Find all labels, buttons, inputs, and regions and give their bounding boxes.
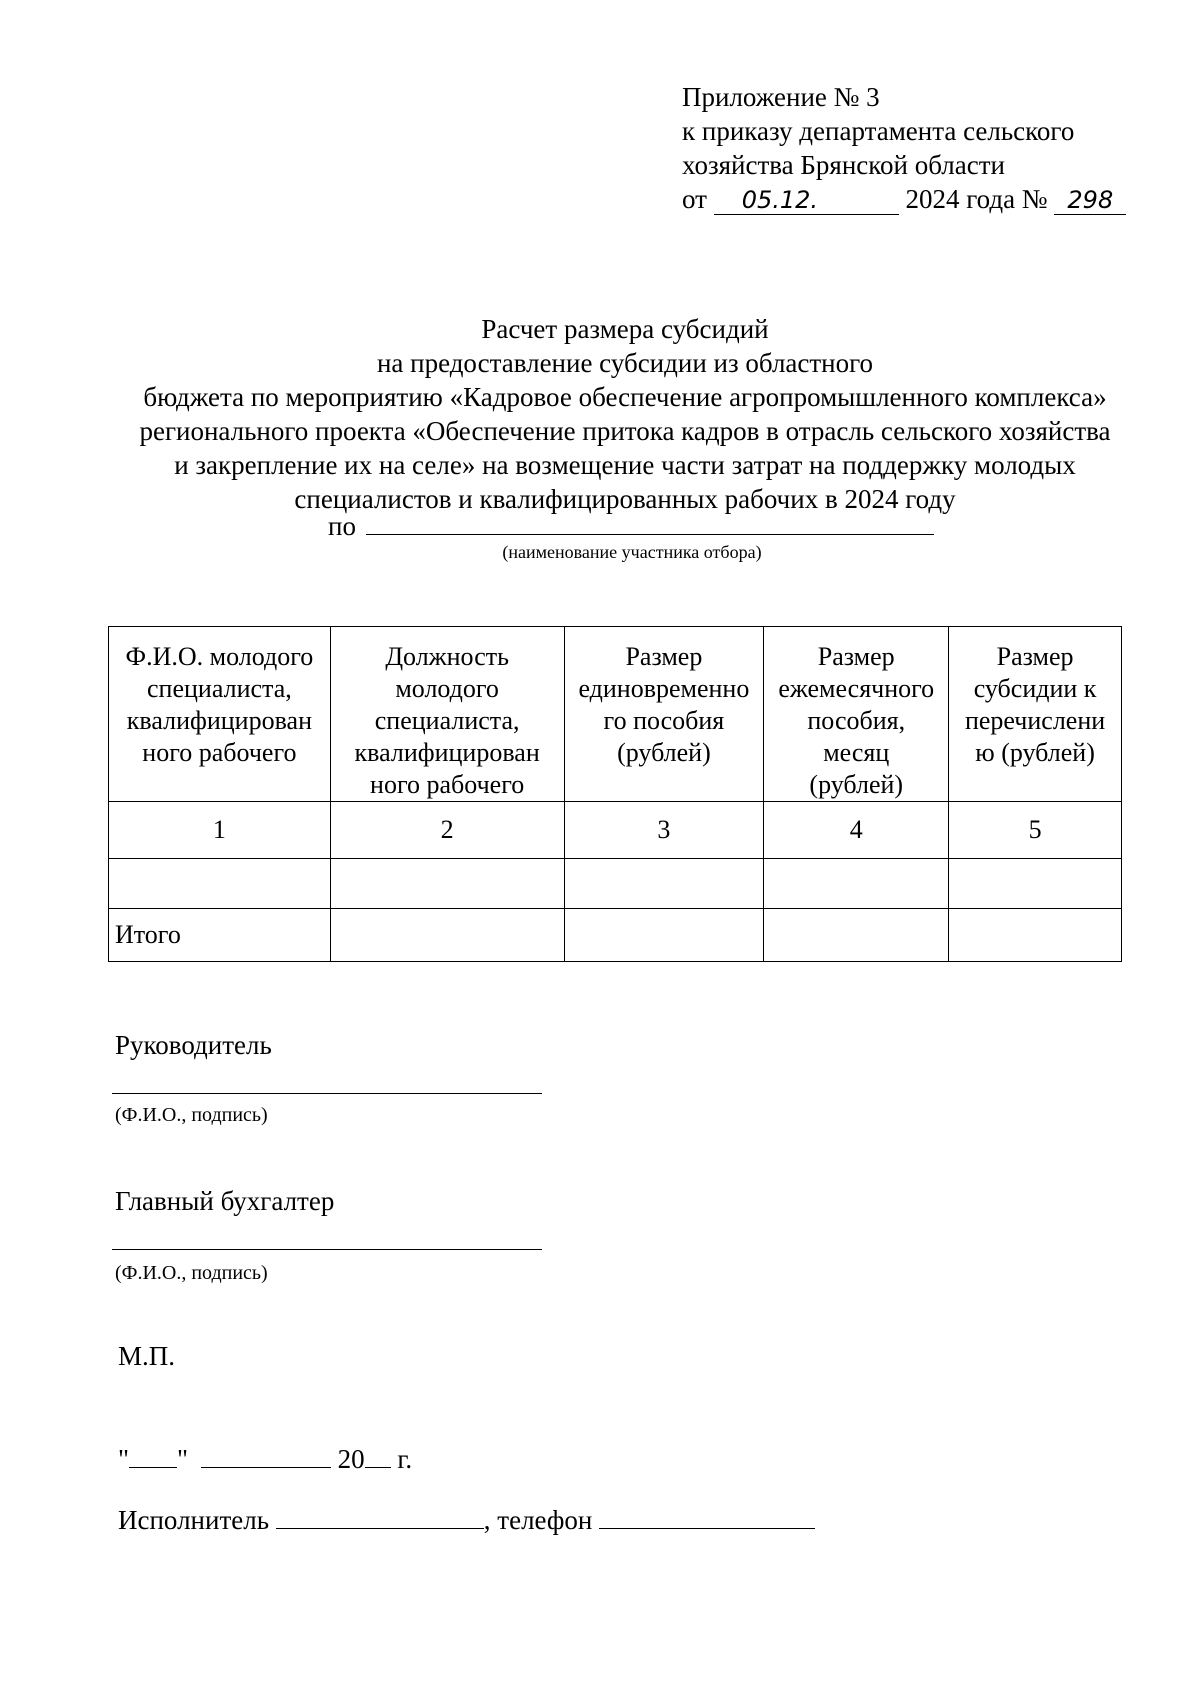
executor-line bbox=[118, 1503, 815, 1537]
accountant-label: Главный бухгалтер bbox=[115, 1186, 335, 1216]
date-prefix: от bbox=[682, 184, 707, 214]
executor-name-blank[interactable] bbox=[276, 1504, 484, 1529]
column-number: 3 bbox=[564, 802, 764, 859]
header-monthly-allowance: Размер ежемесячного пособия, месяц (рублей) bbox=[764, 627, 949, 802]
header-full-name: Ф.И.О. молодого специалиста, квалифицирован ного рабочего bbox=[109, 627, 331, 802]
participant-line bbox=[328, 508, 934, 543]
annex-title: Приложение № 3 bbox=[682, 82, 880, 112]
document-title bbox=[100, 312, 1150, 516]
phone-blank[interactable] bbox=[599, 1504, 815, 1529]
title-line: на предоставление субсидии из областного bbox=[376, 348, 874, 378]
accountant-signature-line[interactable] bbox=[112, 1249, 542, 1250]
title-line: и закрепление их на селе» на возмещение части затрат на поддержку молодых bbox=[174, 450, 1076, 480]
head-label: Руководитель bbox=[115, 1030, 272, 1060]
table-row bbox=[109, 859, 1122, 909]
column-number: 4 bbox=[764, 802, 949, 859]
signature-date-line bbox=[118, 1442, 412, 1476]
stamp-label: М.П. bbox=[118, 1341, 176, 1371]
header-subsidy-amount: Размер субсидии к перечислени ю (рублей) bbox=[949, 627, 1122, 802]
order-number-handwritten: 298 bbox=[1054, 186, 1126, 215]
subsidy-calculation-table bbox=[108, 626, 1122, 962]
table-cell[interactable] bbox=[564, 859, 764, 909]
date-quote-open: " bbox=[118, 1444, 130, 1474]
table-cell[interactable] bbox=[564, 909, 764, 962]
head-signature-line[interactable] bbox=[112, 1093, 542, 1094]
total-label: Итого bbox=[109, 909, 331, 962]
column-number: 2 bbox=[330, 802, 564, 859]
month-blank[interactable] bbox=[201, 1443, 331, 1468]
column-number: 1 bbox=[109, 802, 331, 859]
phone-label: , телефон bbox=[483, 1505, 593, 1535]
participant-name-blank[interactable] bbox=[366, 508, 934, 535]
year-blank[interactable] bbox=[365, 1443, 391, 1468]
table-cell[interactable] bbox=[109, 859, 331, 909]
title-line: регионального проекта «Обеспечение притока кадров в отрасль сельского хозяйства bbox=[139, 416, 1111, 446]
header-position: Должность молодого специалиста, квалифицирован ного рабочего bbox=[330, 627, 564, 802]
order-date-handwritten: 05.12. bbox=[714, 186, 899, 215]
table-cell[interactable] bbox=[764, 859, 949, 909]
table-cell[interactable] bbox=[330, 859, 564, 909]
po-label: по bbox=[328, 511, 356, 541]
executor-label: Исполнитель bbox=[118, 1505, 270, 1535]
total-row bbox=[109, 909, 1122, 962]
table-cell[interactable] bbox=[949, 859, 1122, 909]
column-number: 5 bbox=[949, 802, 1122, 859]
annex-department: хозяйства Брянской области bbox=[682, 150, 1005, 180]
date-century: 20 bbox=[337, 1444, 365, 1474]
column-number-row bbox=[109, 802, 1122, 859]
header-lump-sum: Размер единовременно го пособия (рублей) bbox=[564, 627, 764, 802]
annex-date-line bbox=[682, 182, 1126, 216]
accountant-signature-caption: (Ф.И.О., подпись) bbox=[115, 1262, 268, 1284]
head-signature-caption: (Ф.И.О., подпись) bbox=[115, 1104, 268, 1126]
title-line: бюджета по мероприятию «Кадровое обеспечение агропромышленного комплекса» bbox=[143, 382, 1107, 412]
day-blank[interactable] bbox=[129, 1443, 177, 1468]
date-quote-close: " bbox=[177, 1444, 189, 1474]
table-cell[interactable] bbox=[764, 909, 949, 962]
annex-block bbox=[682, 80, 1126, 216]
year-suffix: г. bbox=[397, 1444, 413, 1474]
table-header-row bbox=[109, 627, 1122, 802]
title-line: Расчет размера субсидий bbox=[481, 314, 769, 344]
annex-order-ref: к приказу департамента сельского bbox=[682, 116, 1075, 146]
title-line: специалистов и квалифицированных рабочих в 2024 году bbox=[294, 484, 956, 514]
participant-caption: (наименование участника отбора) bbox=[502, 542, 762, 562]
year-text: 2024 года № bbox=[905, 184, 1048, 214]
table-cell[interactable] bbox=[330, 909, 564, 962]
table-cell[interactable] bbox=[949, 909, 1122, 962]
